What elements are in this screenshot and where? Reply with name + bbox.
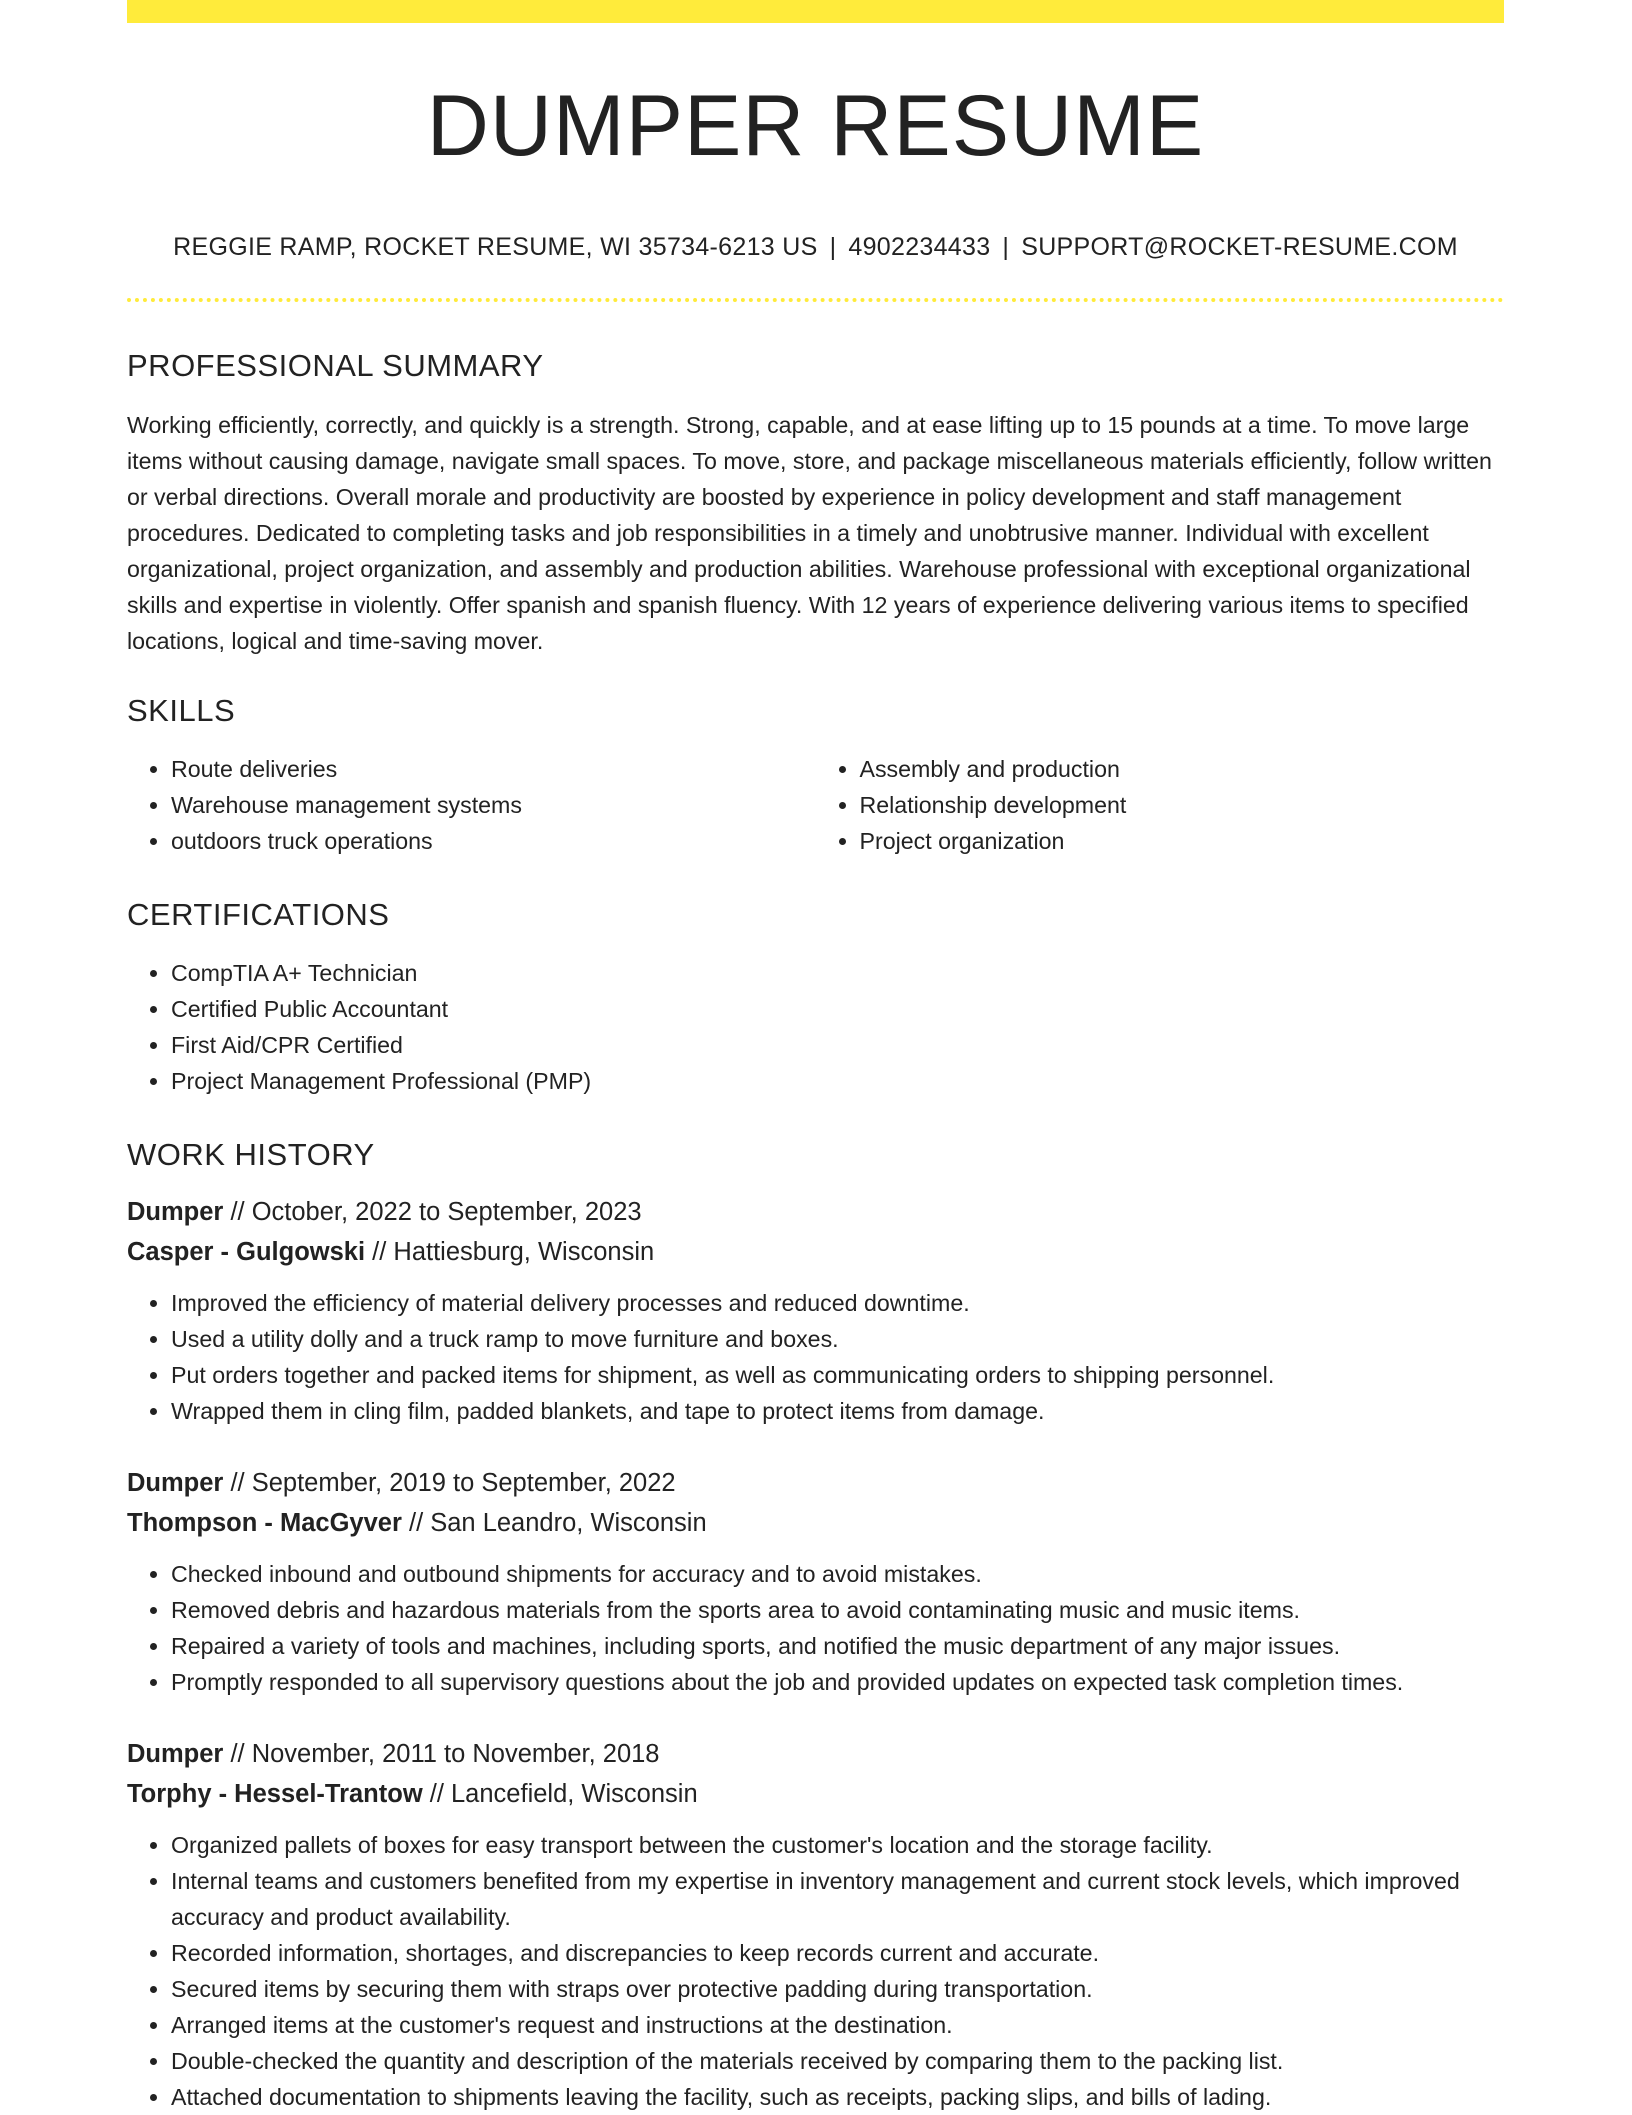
job-company-line (127, 1232, 1504, 1272)
certification-item: • Certified Public Accountant (171, 991, 1504, 1027)
job-location: // Hattiesburg, Wisconsin (372, 1238, 655, 1266)
job-bullet: • Secured items by securing them with straps over protective padding during transportation. (171, 1971, 1504, 2007)
job-title: Dumper (127, 1740, 224, 1768)
top-accent-bar (127, 0, 1504, 23)
skill-item: • Relationship development (860, 787, 1505, 823)
job-title-line (127, 1463, 1504, 1503)
job-bullet: • Attached documentation to shipments leaving the facility, such as receipts, packing slips, and bills of lading. (171, 2079, 1504, 2115)
contact-line (127, 235, 1504, 260)
job-dates: // September, 2019 to September, 2022 (230, 1469, 676, 1497)
job-bullet: • Wrapped them in cling film, padded blankets, and tape to protect items from damage. (171, 1393, 1504, 1429)
job-title-line (127, 1734, 1504, 1774)
skill-item: • Route deliveries (171, 751, 816, 787)
job-bullets (127, 1285, 1504, 1429)
summary-heading: PROFESSIONAL SUMMARY (127, 348, 544, 383)
summary-text: Working efficiently, correctly, and quickly is a strength. Strong, capable, and at ease lifting up to 15 pounds at a time. To move large items without causing damage, navigate small spaces. To move, store, and package miscellaneous materials efficiently, follow written or verbal directions. Overall morale and productivity are boosted by experience in policy development and staff management procedures. Dedicated to completing tasks and job responsibilities in a timely and unobtrusive manner. Individual with excellent organizational, project organization, and assembly and production abilities. Warehouse professional with exceptional organizational skills and expertise in violently. Offer spanish and spanish fluency. With 12 years of experience delivering various items to specified locations, logical and time-saving mover. (127, 412, 1492, 654)
job-company-line (127, 1503, 1504, 1543)
job-company: Casper - Gulgowski (127, 1238, 366, 1266)
certification-item: • Project Management Professional (PMP) (171, 1063, 1504, 1099)
job-title: Dumper (127, 1198, 224, 1226)
job-bullets (127, 1556, 1504, 1700)
job-dates: // October, 2022 to September, 2023 (230, 1198, 642, 1226)
certification-item: • First Aid/CPR Certified (171, 1027, 1504, 1063)
skills-list-left (127, 751, 816, 859)
dotted-divider (127, 298, 1504, 302)
job-title: Dumper (127, 1469, 224, 1497)
job-company: Thompson - MacGyver (127, 1509, 402, 1537)
job-bullet: • Internal teams and customers benefited from my expertise in inventory management and current stock levels, which improved accuracy and product availability. (171, 1863, 1504, 1935)
job-dates: // November, 2011 to November, 2018 (230, 1740, 660, 1768)
resume-title: DUMPER RESUME (426, 78, 1205, 174)
skill-item: • Warehouse management systems (171, 787, 816, 823)
certifications-heading: CERTIFICATIONS (127, 897, 390, 932)
job-bullet: • Repaired a variety of tools and machines, including sports, and notified the music department of any major issues. (171, 1628, 1504, 1664)
job-entry (127, 1192, 1504, 1272)
job-location: // Lancefield, Wisconsin (429, 1780, 698, 1808)
contact-email: SUPPORT@ROCKET-RESUME.COM (1021, 233, 1458, 261)
job-bullet: • Put orders together and packed items for shipment, as well as communicating orders to shipping personnel. (171, 1357, 1504, 1393)
job-bullet: • Promptly responded to all supervisory questions about the job and provided updates on expected task completion times. (171, 1664, 1504, 1700)
certification-item: • CompTIA A+ Technician (171, 955, 1504, 991)
job-bullet: • Double-checked the quantity and description of the materials received by comparing them to the packing list. (171, 2043, 1504, 2079)
job-bullets (127, 1827, 1504, 2115)
resume-page (127, 0, 1504, 2115)
contact-separator: | (829, 233, 837, 261)
skill-item: • Assembly and production (860, 751, 1505, 787)
job-company: Torphy - Hessel-Trantow (127, 1780, 423, 1808)
job-bullet: • Removed debris and hazardous materials from the sports area to avoid contaminating music and music items. (171, 1592, 1504, 1628)
job-bullet: • Checked inbound and outbound shipments for accuracy and to avoid mistakes. (171, 1556, 1504, 1592)
skills-list-right (816, 751, 1505, 859)
skills-columns (127, 751, 1504, 859)
contact-phone: 4902234433 (848, 233, 991, 261)
skills-heading: SKILLS (127, 693, 236, 728)
certifications-list (127, 955, 1504, 1099)
job-bullet: • Used a utility dolly and a truck ramp to move furniture and boxes. (171, 1321, 1504, 1357)
job-bullet: • Recorded information, shortages, and discrepancies to keep records current and accurate. (171, 1935, 1504, 1971)
job-bullet: • Arranged items at the customer's request and instructions at the destination. (171, 2007, 1504, 2043)
contact-address: REGGIE RAMP, ROCKET RESUME, WI 35734-6213 US (173, 233, 818, 261)
job-entry (127, 1734, 1504, 1814)
contact-separator: | (1002, 233, 1010, 261)
job-company-line (127, 1774, 1504, 1814)
job-bullet: • Improved the efficiency of material delivery processes and reduced downtime. (171, 1285, 1504, 1321)
job-title-line (127, 1192, 1504, 1232)
work-history-heading: WORK HISTORY (127, 1137, 375, 1172)
job-bullet: • Organized pallets of boxes for easy transport between the customer's location and the storage facility. (171, 1827, 1504, 1863)
job-location: // San Leandro, Wisconsin (408, 1509, 707, 1537)
job-entry (127, 1463, 1504, 1543)
skill-item: • outdoors truck operations (171, 823, 816, 859)
skill-item: • Project organization (860, 823, 1505, 859)
